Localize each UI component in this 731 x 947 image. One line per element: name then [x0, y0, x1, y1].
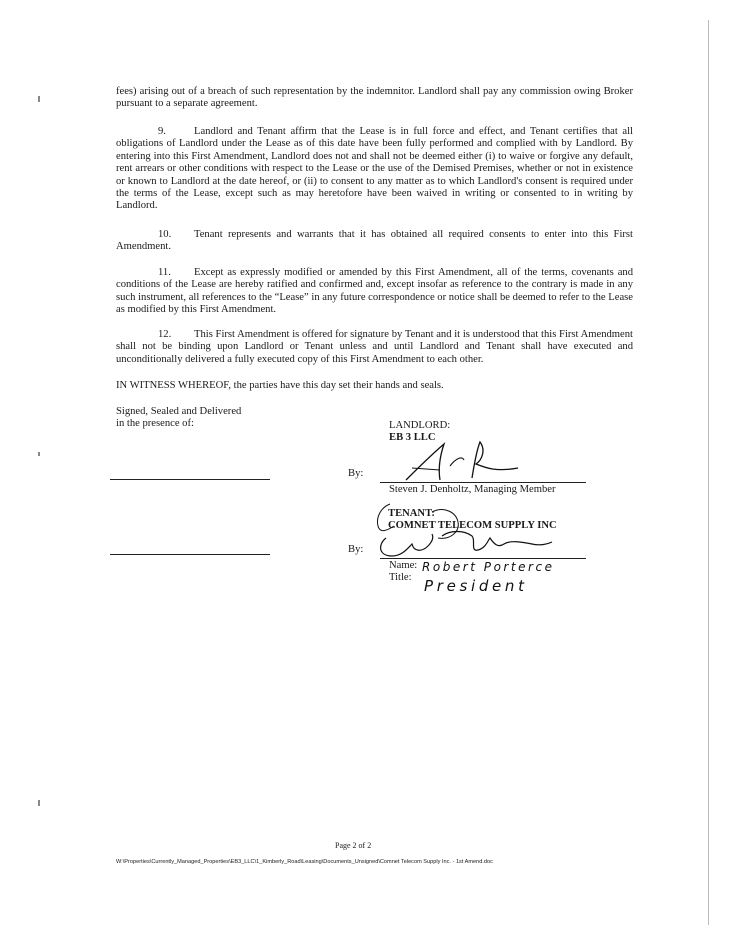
- landlord-signer: Steven J. Denholtz, Managing Member: [389, 484, 556, 495]
- presence-label: in the presence of:: [116, 418, 194, 429]
- landlord-handwritten-signature: [400, 438, 530, 486]
- paragraph-10: [116, 229, 633, 254]
- page-edge-shadow: [708, 20, 709, 925]
- name-label: Name:: [389, 560, 418, 571]
- paragraph-9: [116, 126, 633, 213]
- tenant-by-label: By:: [348, 544, 364, 555]
- page-number: Page 2 of 2: [335, 841, 372, 850]
- paragraph-11-number: 11.: [158, 267, 171, 278]
- tenant-name: COMNET TELECOM SUPPLY INC: [388, 520, 557, 531]
- svg-text:Robert Porterce: Robert Porterce: [422, 560, 552, 574]
- paragraph-11-text: Except as expressly modified or amended by this First Amendment, all of the terms, covenants and conditions of the Lease are hereby ratified and confirmed and, except insofar as reference to the contrary is made in any such instrument, all references to the “Lease” in any future correspondence or notice shall be deemed to refer to the Lease as modified by this First Amendment.: [116, 267, 633, 316]
- title-label: Title:: [389, 572, 412, 583]
- scan-speck: [38, 96, 40, 102]
- paragraph-12-number: 12.: [158, 329, 172, 340]
- paragraph-10-number: 10.: [158, 229, 172, 240]
- witness-signature-line-1: [110, 479, 270, 480]
- scan-speck: [38, 452, 40, 456]
- paragraph-12: [116, 329, 633, 366]
- paragraph-intro: fees) arising out of a breach of such representation by the indemnitor. Landlord shall pay any commission owing Broker pursuant to a separate agreement.: [116, 86, 633, 110]
- tenant-label: TENANT:: [388, 508, 435, 519]
- signed-sealed-label: Signed, Sealed and Delivered: [116, 406, 242, 417]
- landlord-by-label: By:: [348, 468, 364, 479]
- file-path-footer: W:\Properties\Currently_Managed_Properties\EB3_LLC\1_Kimberly_Road\Leasing\Documents_Unsigned\Comnet Telecom Supply Inc. - 1st Amend.doc: [116, 859, 493, 865]
- paragraph-9-text: Landlord and Tenant affirm that the Lease is in full force and effect, and Tenant certifies that all obligations of Landlord under the Lease as of this date have been fully performed and complied with by Landlord. By entering into this First Amendment, Landlord does not and shall not be deemed either (i) to waive or forgive any default, rent arrears or other conditions with respect to the Lease or the use of the Demised Premises, whether or not in existence or known to Landlord at the date hereof, or (ii) to consent to any matter as to which Landlord's consent is required under the terms of the Lease, except such as may heretofore have been waived in writing or consented to in writing by Landlord.: [116, 126, 633, 212]
- paragraph-10-text: Tenant represents and warrants that it has obtained all required consents to enter into this First Amendment.: [116, 229, 633, 253]
- paragraph-9-number: 9.: [158, 126, 166, 137]
- paragraph-11: [116, 267, 633, 317]
- tenant-handwritten-title: [424, 572, 544, 596]
- landlord-label: LANDLORD:: [389, 420, 451, 431]
- witness-clause: IN WITNESS WHEREOF, the parties have this day set their hands and seals.: [116, 380, 444, 391]
- svg-text:President: President: [424, 577, 524, 595]
- witness-signature-line-2: [110, 554, 270, 555]
- scan-speck: [38, 800, 40, 806]
- paragraph-12-text: This First Amendment is offered for signature by Tenant and it is understood that this First Amendment shall not be binding upon Landlord or Tenant unless and until Landlord and Tenant shall have executed and unconditionally delivered a fully executed copy of this First Amendment to each other.: [116, 329, 633, 365]
- landlord-name: EB 3 LLC: [389, 432, 436, 443]
